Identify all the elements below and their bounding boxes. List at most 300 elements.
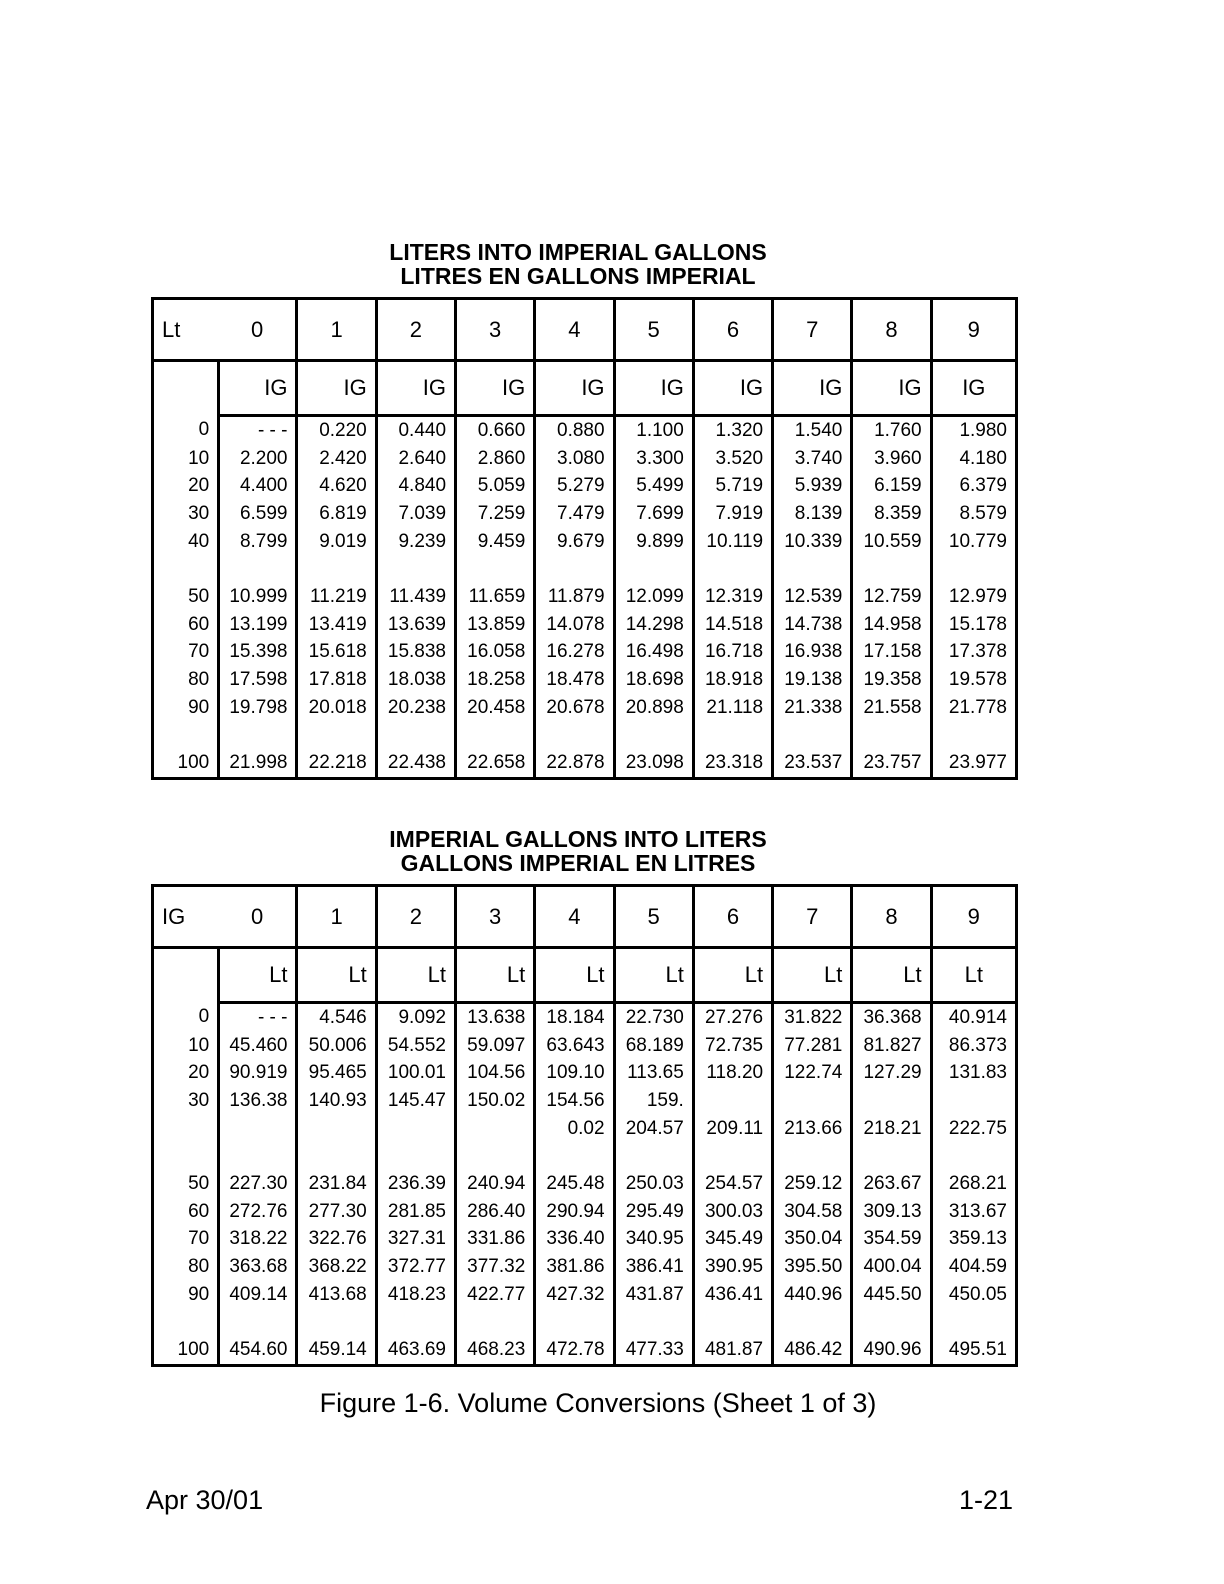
table-cell: [773, 1087, 852, 1115]
row-label: 0: [153, 416, 219, 445]
table-cell: 6.159: [852, 472, 931, 500]
table-cell: [535, 722, 614, 750]
table-cell: 277.30: [297, 1198, 376, 1226]
table-cell: 227.30: [219, 1170, 297, 1198]
column-header-row: [153, 886, 1017, 948]
table-cell: [693, 1309, 772, 1337]
row-label: 10: [153, 445, 219, 473]
table-cell: 9.239: [376, 528, 455, 556]
table-cell: 13.859: [456, 611, 535, 639]
table-cell: 363.68: [219, 1253, 297, 1281]
row-label: 40: [153, 528, 219, 556]
unit-label: Lt: [535, 948, 614, 1003]
table-cell: [614, 555, 693, 583]
table-cell: 2.200: [219, 445, 297, 473]
table-cell: 15.398: [219, 639, 297, 667]
table-row: [153, 1281, 1017, 1309]
table-cell: 12.979: [931, 583, 1016, 611]
row-label: [153, 1115, 219, 1143]
table-cell: [219, 1142, 297, 1170]
table-cell: [297, 1142, 376, 1170]
table-cell: 18.918: [693, 666, 772, 694]
table-cell: 22.658: [456, 749, 535, 778]
table-cell: 23.977: [931, 749, 1016, 778]
table-cell: [219, 1309, 297, 1337]
table-cell: 18.184: [535, 1003, 614, 1032]
table-cell: [456, 1142, 535, 1170]
row-label: 70: [153, 1226, 219, 1254]
table-cell: [219, 1115, 297, 1143]
row-label: [153, 1309, 219, 1337]
table-cell: 3.300: [614, 445, 693, 473]
table-cell: 486.42: [773, 1336, 852, 1365]
table-cell: 236.39: [376, 1170, 455, 1198]
row-label: 60: [153, 611, 219, 639]
table-cell: 459.14: [297, 1336, 376, 1365]
column-header: 4: [535, 886, 614, 948]
table-cell: 14.738: [773, 611, 852, 639]
table-cell: [773, 1309, 852, 1337]
table-cell: 12.539: [773, 583, 852, 611]
row-label: 90: [153, 1281, 219, 1309]
table-cell: 10.559: [852, 528, 931, 556]
table-cell: 4.180: [931, 445, 1016, 473]
table-cell: 45.460: [219, 1032, 297, 1060]
table-cell: 313.67: [931, 1198, 1016, 1226]
table-cell: 68.189: [614, 1032, 693, 1060]
table-row: [153, 666, 1017, 694]
table-cell: 218.21: [852, 1115, 931, 1143]
table-row: [153, 500, 1017, 528]
table-cell: 295.49: [614, 1198, 693, 1226]
table-cell: [297, 1309, 376, 1337]
table-cell: 113.65: [614, 1059, 693, 1087]
table-cell: [852, 555, 931, 583]
spacer-row: [153, 1309, 1017, 1337]
table-cell: 372.77: [376, 1253, 455, 1281]
table-cell: 481.87: [693, 1336, 772, 1365]
column-header: 3: [456, 299, 535, 361]
column-header: 9: [931, 886, 1016, 948]
table-cell: [535, 1309, 614, 1337]
table-cell: 477.33: [614, 1336, 693, 1365]
table-cell: 20.678: [535, 694, 614, 722]
table-cell: 10.999: [219, 583, 297, 611]
column-header: 8: [852, 886, 931, 948]
table-cell: [931, 1309, 1016, 1337]
unit-label: Lt: [297, 948, 376, 1003]
table-cell: 6.599: [219, 500, 297, 528]
table-cell: 454.60: [219, 1336, 297, 1365]
table-cell: 5.719: [693, 472, 772, 500]
table-cell: 23.098: [614, 749, 693, 778]
unit-label: IG: [693, 361, 772, 416]
table-cell: [535, 555, 614, 583]
footer-page-number: 1-21: [958, 1485, 1013, 1515]
table-cell: 427.32: [535, 1281, 614, 1309]
table-cell: 0.220: [297, 416, 376, 445]
table-cell: 122.74: [773, 1059, 852, 1087]
table-cell: 0.02: [535, 1115, 614, 1143]
table-cell: 450.05: [931, 1281, 1016, 1309]
table-cell: 381.86: [535, 1253, 614, 1281]
unit-label: IG: [614, 361, 693, 416]
table-cell: 263.67: [852, 1170, 931, 1198]
table-cell: 336.40: [535, 1226, 614, 1254]
table-cell: 23.318: [693, 749, 772, 778]
column-header: 6: [693, 299, 772, 361]
table-cell: 16.058: [456, 639, 535, 667]
row-label: 80: [153, 666, 219, 694]
unit-row: [153, 948, 1017, 1003]
table-cell: 350.04: [773, 1226, 852, 1254]
table-cell: 222.75: [931, 1115, 1016, 1143]
table-cell: 16.278: [535, 639, 614, 667]
row-label: 20: [153, 1059, 219, 1087]
table-cell: 9.899: [614, 528, 693, 556]
column-header: 4: [535, 299, 614, 361]
table-cell: 14.518: [693, 611, 772, 639]
table-cell: 22.878: [535, 749, 614, 778]
table-cell: 15.178: [931, 611, 1016, 639]
table-cell: 2.860: [456, 445, 535, 473]
imperial-gallons-to-liters-table: [151, 884, 1018, 1367]
spacer-row: [153, 722, 1017, 750]
unit-row: [153, 361, 1017, 416]
row-label: 50: [153, 1170, 219, 1198]
row-label: 100: [153, 1336, 219, 1365]
table-cell: 431.87: [614, 1281, 693, 1309]
column-header: 5: [614, 299, 693, 361]
column-header: 2: [376, 886, 455, 948]
table-cell: 231.84: [297, 1170, 376, 1198]
table-cell: 2.640: [376, 445, 455, 473]
table-cell: 6.819: [297, 500, 376, 528]
table-cell: 22.438: [376, 749, 455, 778]
table-cell: 386.41: [614, 1253, 693, 1281]
column-header-row: [153, 299, 1017, 361]
table-cell: [297, 722, 376, 750]
table-cell: 11.439: [376, 583, 455, 611]
unit-label: Lt: [219, 948, 297, 1003]
table-cell: 240.94: [456, 1170, 535, 1198]
row-label: 70: [153, 639, 219, 667]
table-cell: [219, 722, 297, 750]
unit-label: IG: [931, 361, 1016, 416]
table-cell: 463.69: [376, 1336, 455, 1365]
unit-label: IG: [376, 361, 455, 416]
table-cell: 11.879: [535, 583, 614, 611]
table-cell: 268.21: [931, 1170, 1016, 1198]
table-cell: 7.259: [456, 500, 535, 528]
table-cell: [852, 722, 931, 750]
table-cell: [852, 1309, 931, 1337]
table-cell: [376, 555, 455, 583]
table-cell: 250.03: [614, 1170, 693, 1198]
table-cell: 31.822: [773, 1003, 852, 1032]
unit-label: IG: [773, 361, 852, 416]
table-cell: 16.718: [693, 639, 772, 667]
table-cell: [693, 722, 772, 750]
table-cell: 490.96: [852, 1336, 931, 1365]
table-cell: 72.735: [693, 1032, 772, 1060]
unit-label: IG: [535, 361, 614, 416]
table-cell: 7.039: [376, 500, 455, 528]
table-cell: 11.219: [297, 583, 376, 611]
table-cell: 440.96: [773, 1281, 852, 1309]
table-cell: 21.998: [219, 749, 297, 778]
table-cell: 9.019: [297, 528, 376, 556]
table2-title-line1: IMPERIAL GALLONS INTO LITERS: [389, 826, 767, 852]
row-label: 50: [153, 583, 219, 611]
corner-label: IG: [153, 886, 219, 948]
table-cell: 1.100: [614, 416, 693, 445]
table-cell: 495.51: [931, 1336, 1016, 1365]
table-cell: 1.320: [693, 416, 772, 445]
blank-cell: [153, 361, 219, 416]
table-cell: 16.938: [773, 639, 852, 667]
table-cell: 8.139: [773, 500, 852, 528]
spacer-row: [153, 555, 1017, 583]
table-cell: 281.85: [376, 1198, 455, 1226]
table-cell: 5.499: [614, 472, 693, 500]
row-label: 10: [153, 1032, 219, 1060]
table-row: [153, 749, 1017, 778]
table-cell: 3.960: [852, 445, 931, 473]
table-cell: 5.059: [456, 472, 535, 500]
table-cell: 436.41: [693, 1281, 772, 1309]
table-cell: 6.379: [931, 472, 1016, 500]
table-cell: 17.158: [852, 639, 931, 667]
table-cell: 4.400: [219, 472, 297, 500]
column-header: 6: [693, 886, 772, 948]
table-cell: 2.420: [297, 445, 376, 473]
table-cell: 18.698: [614, 666, 693, 694]
unit-label: Lt: [773, 948, 852, 1003]
table-cell: 340.95: [614, 1226, 693, 1254]
table-cell: - - -: [219, 1003, 297, 1032]
table-cell: 13.639: [376, 611, 455, 639]
table-cell: 17.598: [219, 666, 297, 694]
column-header: 8: [852, 299, 931, 361]
blank-cell: [153, 948, 219, 1003]
row-label: 0: [153, 1003, 219, 1032]
table-cell: 159.: [614, 1087, 693, 1115]
row-label: 100: [153, 749, 219, 778]
table-cell: 81.827: [852, 1032, 931, 1060]
table-cell: 27.276: [693, 1003, 772, 1032]
unit-label: IG: [456, 361, 535, 416]
table-cell: 3.740: [773, 445, 852, 473]
table-cell: 22.730: [614, 1003, 693, 1032]
table-cell: 1.760: [852, 416, 931, 445]
table-cell: [456, 722, 535, 750]
table-row: [153, 1003, 1017, 1032]
table-cell: 1.980: [931, 416, 1016, 445]
table-cell: 10.119: [693, 528, 772, 556]
table-cell: [456, 555, 535, 583]
table-cell: 13.638: [456, 1003, 535, 1032]
table-cell: 3.520: [693, 445, 772, 473]
row-label: [153, 722, 219, 750]
table-cell: 413.68: [297, 1281, 376, 1309]
table-cell: 4.546: [297, 1003, 376, 1032]
table-cell: 12.099: [614, 583, 693, 611]
table-cell: 20.018: [297, 694, 376, 722]
table-cell: [931, 1087, 1016, 1115]
column-header: 7: [773, 886, 852, 948]
table-cell: 445.50: [852, 1281, 931, 1309]
column-header: 5: [614, 886, 693, 948]
column-header: 0: [219, 299, 297, 361]
table-cell: 23.757: [852, 749, 931, 778]
table-cell: 95.465: [297, 1059, 376, 1087]
table-cell: 409.14: [219, 1281, 297, 1309]
table-cell: [376, 1142, 455, 1170]
table-cell: 404.59: [931, 1253, 1016, 1281]
liters-to-imperial-gallons-table: [151, 297, 1018, 780]
table-cell: [693, 555, 772, 583]
table-cell: 318.22: [219, 1226, 297, 1254]
table-cell: [219, 555, 297, 583]
table-cell: 18.478: [535, 666, 614, 694]
table-row: [153, 1115, 1017, 1143]
table-cell: 304.58: [773, 1198, 852, 1226]
table-cell: 63.643: [535, 1032, 614, 1060]
table-cell: 13.199: [219, 611, 297, 639]
table-cell: 204.57: [614, 1115, 693, 1143]
table-cell: 3.080: [535, 445, 614, 473]
table-cell: 272.76: [219, 1198, 297, 1226]
row-label: 80: [153, 1253, 219, 1281]
table-cell: [931, 722, 1016, 750]
table-cell: [693, 1142, 772, 1170]
table-cell: 0.440: [376, 416, 455, 445]
table-cell: 12.319: [693, 583, 772, 611]
unit-label: Lt: [376, 948, 455, 1003]
table-cell: 359.13: [931, 1226, 1016, 1254]
table-row: [153, 445, 1017, 473]
unit-label: Lt: [931, 948, 1016, 1003]
table-cell: 418.23: [376, 1281, 455, 1309]
table-cell: 8.359: [852, 500, 931, 528]
table-cell: [297, 555, 376, 583]
table-cell: 40.914: [931, 1003, 1016, 1032]
table-cell: 9.459: [456, 528, 535, 556]
table-cell: 19.358: [852, 666, 931, 694]
table-cell: 286.40: [456, 1198, 535, 1226]
table-cell: 4.840: [376, 472, 455, 500]
table-cell: 9.092: [376, 1003, 455, 1032]
row-label: 90: [153, 694, 219, 722]
table-row: [153, 583, 1017, 611]
table-row: [153, 1059, 1017, 1087]
table-cell: - - -: [219, 416, 297, 445]
table-cell: 10.779: [931, 528, 1016, 556]
table-cell: 13.419: [297, 611, 376, 639]
table-cell: 400.04: [852, 1253, 931, 1281]
table-cell: 259.12: [773, 1170, 852, 1198]
table-cell: 377.32: [456, 1253, 535, 1281]
table-cell: 4.620: [297, 472, 376, 500]
table-cell: 14.078: [535, 611, 614, 639]
table-cell: 118.20: [693, 1059, 772, 1087]
table-row: [153, 1087, 1017, 1115]
column-header: 3: [456, 886, 535, 948]
table-cell: 368.22: [297, 1253, 376, 1281]
table-cell: 145.47: [376, 1087, 455, 1115]
row-label: 30: [153, 500, 219, 528]
table-cell: [297, 1115, 376, 1143]
table-cell: 300.03: [693, 1198, 772, 1226]
table-cell: [376, 1309, 455, 1337]
table-cell: [376, 1115, 455, 1143]
table-cell: 17.378: [931, 639, 1016, 667]
table-cell: 1.540: [773, 416, 852, 445]
table-cell: 136.38: [219, 1087, 297, 1115]
unit-label: Lt: [614, 948, 693, 1003]
table-cell: 15.618: [297, 639, 376, 667]
table-cell: 327.31: [376, 1226, 455, 1254]
table-cell: 390.95: [693, 1253, 772, 1281]
unit-label: Lt: [456, 948, 535, 1003]
table-cell: 213.66: [773, 1115, 852, 1143]
table-cell: 10.339: [773, 528, 852, 556]
table1-title-line2: LITRES EN GALLONS IMPERIAL: [400, 263, 756, 289]
table-cell: 59.097: [456, 1032, 535, 1060]
column-header: 2: [376, 299, 455, 361]
table-cell: 472.78: [535, 1336, 614, 1365]
table-row: [153, 694, 1017, 722]
table-row: [153, 416, 1017, 445]
table-cell: 331.86: [456, 1226, 535, 1254]
unit-label: IG: [219, 361, 297, 416]
table-cell: 22.218: [297, 749, 376, 778]
table-cell: 19.578: [931, 666, 1016, 694]
table-cell: [693, 1087, 772, 1115]
table-cell: 15.838: [376, 639, 455, 667]
table-cell: 20.458: [456, 694, 535, 722]
table-cell: 468.23: [456, 1336, 535, 1365]
table-cell: 5.279: [535, 472, 614, 500]
table-cell: 8.579: [931, 500, 1016, 528]
column-header: 1: [297, 886, 376, 948]
column-header: 7: [773, 299, 852, 361]
corner-label: Lt: [153, 299, 219, 361]
row-label: 30: [153, 1087, 219, 1115]
table-cell: 86.373: [931, 1032, 1016, 1060]
table-cell: 14.298: [614, 611, 693, 639]
unit-label: Lt: [693, 948, 772, 1003]
table-cell: 50.006: [297, 1032, 376, 1060]
table-cell: [931, 555, 1016, 583]
spacer-row: [153, 1142, 1017, 1170]
unit-label: Lt: [852, 948, 931, 1003]
table-cell: 54.552: [376, 1032, 455, 1060]
table-cell: 23.537: [773, 749, 852, 778]
table-cell: [456, 1309, 535, 1337]
table-cell: 127.29: [852, 1059, 931, 1087]
table-cell: [614, 722, 693, 750]
table-cell: 0.660: [456, 416, 535, 445]
table-cell: 20.238: [376, 694, 455, 722]
table-cell: 140.93: [297, 1087, 376, 1115]
table-cell: 90.919: [219, 1059, 297, 1087]
table-cell: 395.50: [773, 1253, 852, 1281]
table-cell: 19.138: [773, 666, 852, 694]
table-cell: 11.659: [456, 583, 535, 611]
table-cell: 109.10: [535, 1059, 614, 1087]
